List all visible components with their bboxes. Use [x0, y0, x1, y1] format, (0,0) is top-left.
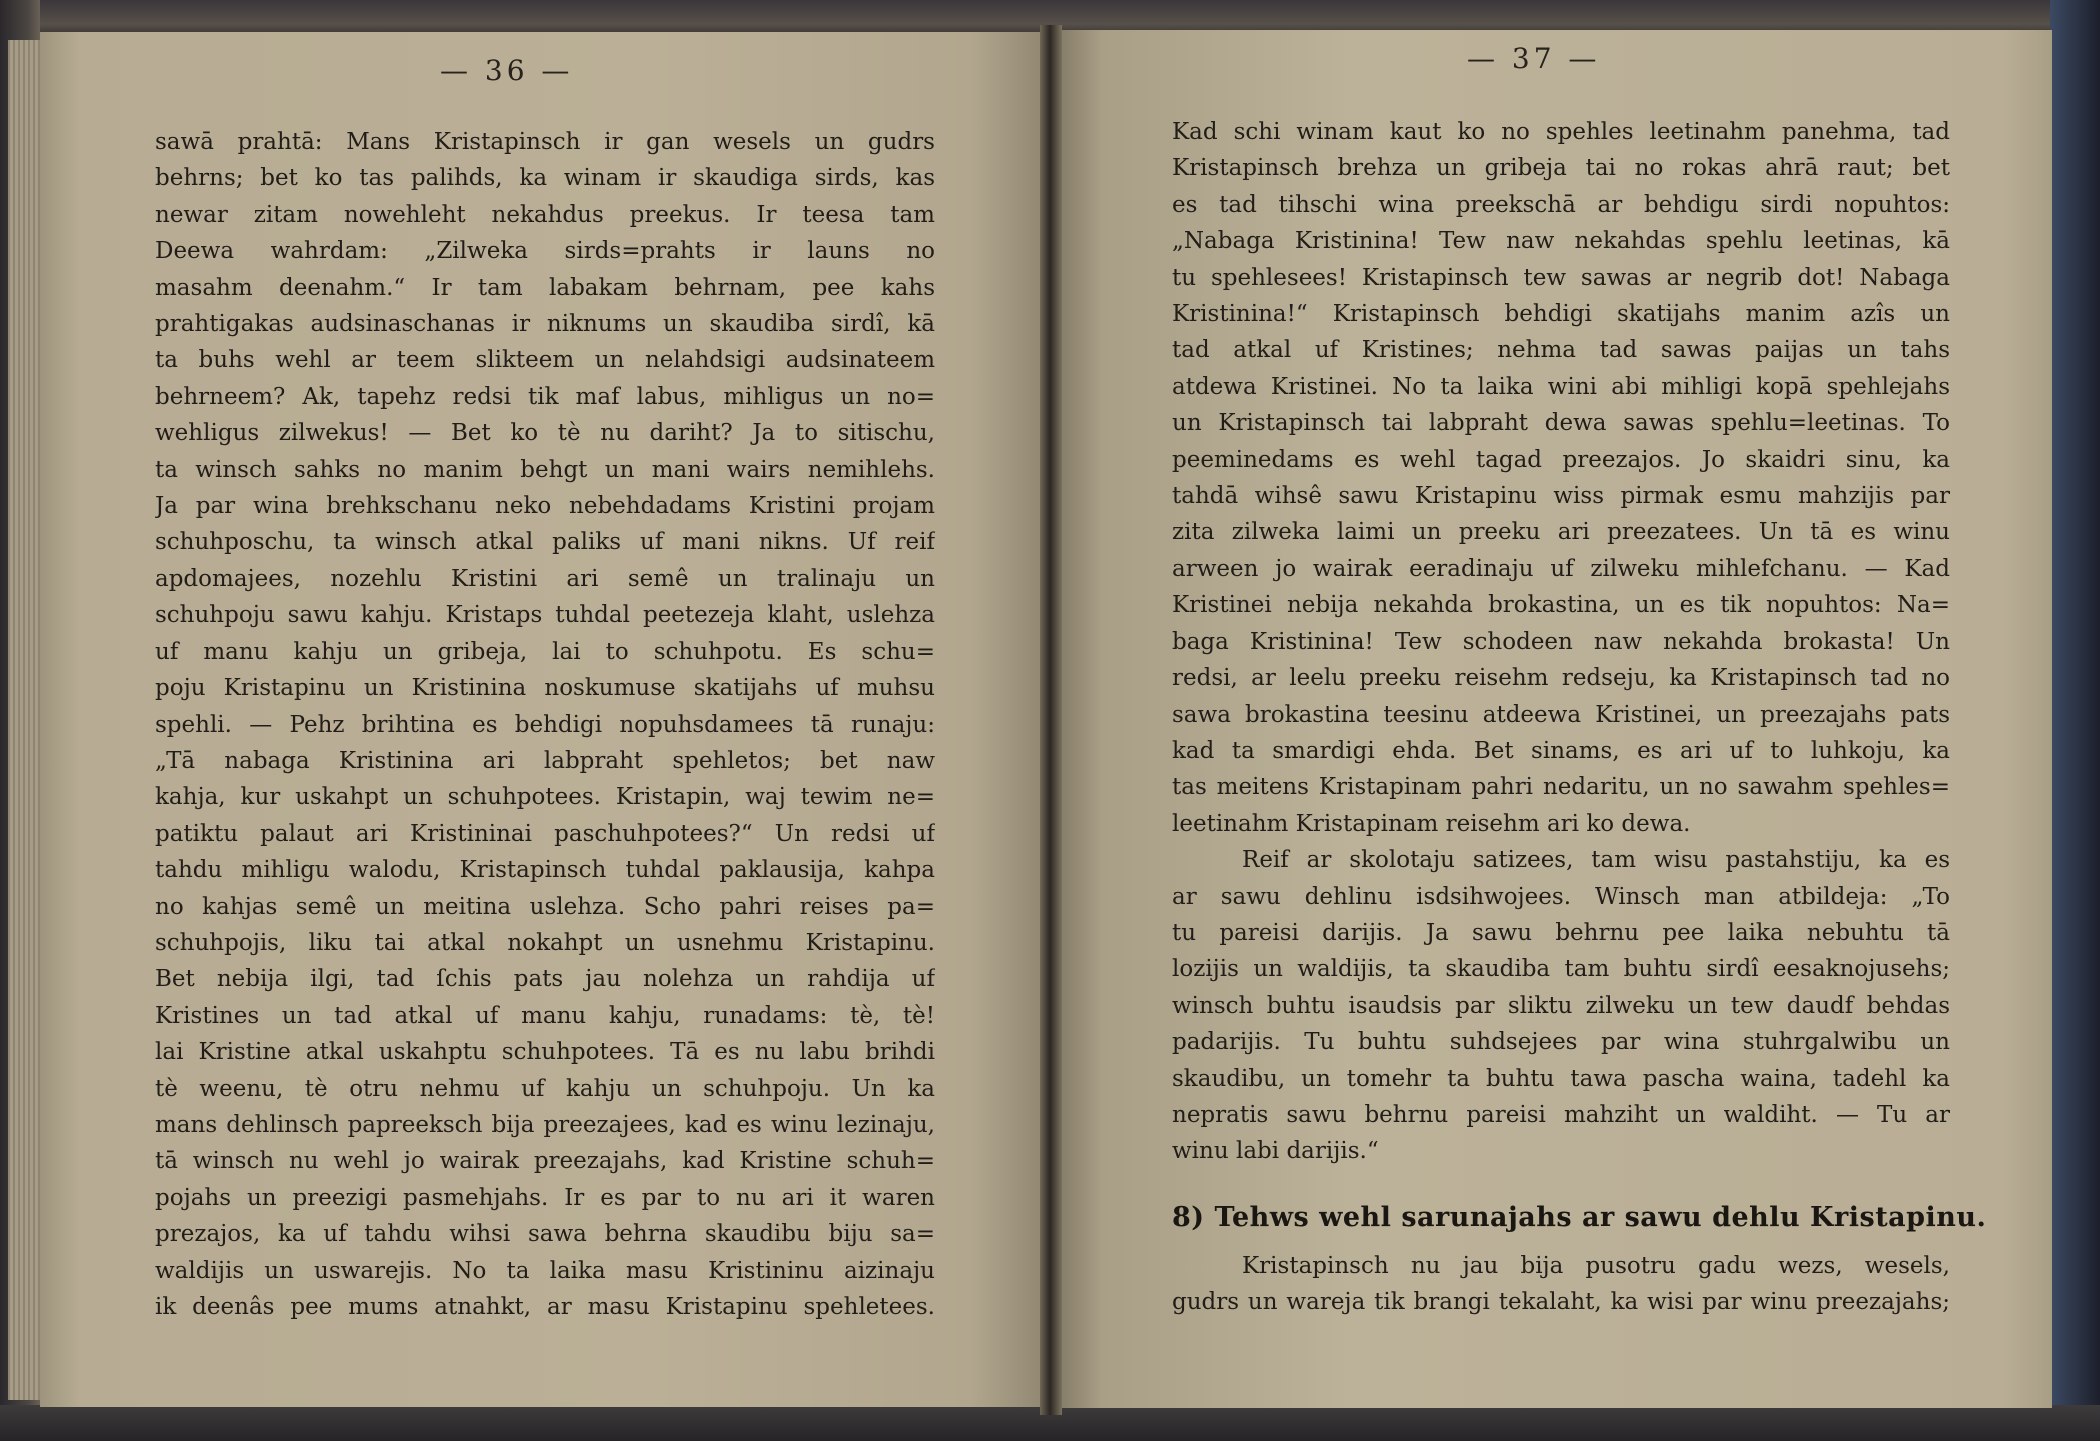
left-page-text	[155, 124, 935, 1325]
text-line: lozijis un waldijis, ta skaudiba tam buhtu sirdî eesaknojusehs;	[1172, 956, 1950, 983]
text-line: ik deenâs pee mums atnahkt, ar masu Kristapinu spehletees.	[155, 1294, 935, 1320]
text-line: Kristapinsch nu jau bija pusotru gadu wezs, wesels,	[1242, 1253, 1950, 1279]
text-line: Bet nebija ilgi, tad ſchis pats jau nolehza un rahdija uf	[155, 966, 935, 993]
right-page-number: — 37 —	[1467, 42, 1601, 75]
text-line: nepratis sawu behrnu pareisi mahziht un waldiht. — Tu ar	[1172, 1101, 1950, 1128]
text-line: lai Kristine atkal uskahptu schuhpotees. Tā es nu labu brihdi	[155, 1039, 935, 1066]
text-line: Kristinei nebija nekahda brokastina, un es tik nopuhtos: Na=	[1172, 592, 1950, 619]
text-line: wehligus zilwekus! — Bet ko tè nu dariht? Ja to sitischu,	[155, 420, 935, 447]
text-line: masahm deenahm.“ Ir tam labakam behrnam, pee kahs	[155, 274, 935, 301]
section-text	[1172, 1248, 1950, 1321]
text-line: redsi, ar leelu preeku reisehm redseju, ka Kristapinsch tad no	[1172, 665, 1950, 692]
text-line: skaudibu, un tomehr ta buhtu tawa pascha waina, tadehl ka	[1172, 1065, 1950, 1092]
text-line: spehli. — Pehz brihtina es behdigi nopuhsdamees tā runaju:	[155, 711, 935, 738]
text-line: tahdu mihligu walodu, Kristapinsch tuhdal paklausija, kahpa	[155, 857, 935, 884]
page-edges	[8, 40, 42, 1400]
text-line: kahja, kur uskahpt un schuhpotees. Kristapin, waj tewim ne=	[155, 784, 935, 811]
text-line: tahdā wihsê sawu Kristapinu wiss pirmak esmu mahzijis par	[1172, 483, 1950, 510]
text-line: schuhpoju sawu kahju. Kristaps tuhdal peetezeja klaht, uslehza	[155, 602, 935, 629]
text-line: newar zitam nowehleht nekahdus preekus. Ir teesa tam	[155, 201, 935, 228]
text-line: tā winsch nu wehl jo wairak preezajahs, kad Kristine schuh=	[155, 1148, 935, 1175]
text-line: sawā prahtā: Mans Kristapinsch ir gan wesels un gudrs	[155, 129, 935, 155]
text-line: winu labi darijis.“	[1172, 1138, 1379, 1165]
section-heading: 8) Tehws wehl sarunajahs ar sawu dehlu Kristapinu.	[1172, 1202, 1987, 1233]
text-line: pojahs un preezigi pasmehjahs. Ir es par to nu ari it waren	[155, 1184, 935, 1211]
text-line: „Nabaga Kristinina! Tew naw nekahdas spehlu leetinas, kā	[1172, 228, 1950, 255]
text-line: prezajos, ka uf tahdu wihsi sawa behrna skaudibu biju sa=	[155, 1221, 935, 1248]
text-line: baga Kristinina! Tew schodeen naw nekahda brokasta! Un	[1172, 628, 1950, 655]
text-line: Ja par wina brehkschanu neko nebehdadams Kristini projam	[155, 493, 935, 520]
text-line: Kristapinsch brehza un gribeja tai no rokas ahrā raut; bet	[1172, 155, 1950, 182]
right-page-text	[1172, 114, 1950, 1170]
text-line: poju Kristapinu un Kristinina noskumuse skatijahs uf muhsu	[155, 675, 935, 702]
text-line: Kristinina!“ Kristapinsch behdigi skatijahs manim azîs un	[1172, 301, 1950, 328]
text-line: waldijis un uswarejis. No ta laika masu Kristininu aizinaju	[155, 1257, 935, 1284]
text-line: peeminedams es wehl tagad preezajos. Jo skaidri sinu, ka	[1172, 446, 1950, 473]
text-line: arween jo wairak eeradinaju uf zilweku mihlefchanu. — Kad	[1172, 555, 1950, 582]
text-line: tu pareisi darijis. Ja sawu behrnu pee laika nebuhtu tā	[1172, 919, 1950, 946]
book-cover-right	[2050, 0, 2100, 1441]
text-line: padarijis. Tu buhtu suhdsejees par wina stuhrgalwibu un	[1172, 1029, 1950, 1056]
text-line: behrns; bet ko tas palihds, ka winam ir skaudiga sirds, kas	[155, 165, 935, 192]
text-line: mans dehlinsch papreeksch bija preezajees, kad es winu lezinaju,	[155, 1111, 935, 1138]
text-line: Deewa wahrdam: „Zilweka sirds=prahts ir launs no	[155, 238, 935, 265]
text-line: es tad tihschi wina preekschā ar behdigu sirdi nopuhtos:	[1172, 191, 1950, 218]
text-line: zita zilweka laimi un preeku ari preezatees. Un tā es winu	[1172, 519, 1950, 546]
text-line: tas meitens Kristapinam pahri nedaritu, un no sawahm spehles=	[1172, 774, 1950, 801]
text-line: patiktu palaut ari Kristininai paschuhpotees?“ Un redsi uf	[155, 820, 935, 847]
text-line: tu spehlesees! Kristapinsch tew sawas ar negrib dot! Nabaga	[1172, 264, 1950, 291]
text-line: behrneem? Ak, tapehz redsi tik maf labus, mihligus un no=	[155, 383, 935, 410]
text-line: prahtigakas audsinaschanas ir niknums un skaudiba sirdî, kā	[155, 311, 935, 338]
left-page-number: — 36 —	[440, 54, 574, 87]
text-line: tè weenu, tè otru nehmu uf kahju un schuhpoju. Un ka	[155, 1075, 935, 1102]
text-line: un Kristapinsch tai labpraht dewa sawas spehlu=leetinas. To	[1172, 410, 1950, 437]
text-line: Reif ar skolotaju satizees, tam wisu pastahstiju, ka es	[1242, 847, 1950, 874]
text-line: leetinahm Kristapinam reisehm ari ko dewa.	[1172, 810, 1691, 837]
text-line: Kad schi winam kaut ko no spehles leetinahm panehma, tad	[1172, 119, 1950, 145]
text-line: atdewa Kristinei. No ta laika wini abi mihligi kopā spehlejahs	[1172, 373, 1950, 400]
text-line: uf manu kahju un gribeja, lai to schuhpotu. Es schu=	[155, 638, 935, 665]
text-line: winsch buhtu isaudsis par sliktu zilweku un tew daudf behdas	[1172, 992, 1950, 1019]
text-line: ta buhs wehl ar teem slikteem un nelahdsigi audsinateem	[155, 347, 935, 374]
text-line: sawa brokastina teesinu atdeewa Kristinei, un preezajahs pats	[1172, 701, 1950, 728]
text-line: no kahjas semê un meitina uslehza. Scho pahri reises pa=	[155, 893, 935, 920]
text-line: Kristines un tad atkal uf manu kahju, runadams: tè, tè!	[155, 1002, 935, 1029]
book-gutter	[1040, 25, 1062, 1415]
text-line: schuhposchu, ta winsch atkal paliks uf mani nikns. Uf reif	[155, 529, 935, 556]
text-line: ta winsch sahks no manim behgt un mani wairs nemihlehs.	[155, 456, 935, 483]
text-line: schuhpojis, liku tai atkal nokahpt un usnehmu Kristapinu.	[155, 929, 935, 956]
text-line: gudrs un wareja tik brangi tekalaht, ka wisi par winu preezajahs;	[1172, 1289, 1950, 1316]
text-line: kad ta smardigi ehda. Bet sinams, es ari uf to luhkoju, ka	[1172, 737, 1950, 764]
text-line: apdomajees, nozehlu Kristini ari semê un tralinaju un	[155, 565, 935, 592]
text-line: „Tā nabaga Kristinina ari labpraht spehletos; bet naw	[155, 747, 935, 774]
text-line: tad atkal uf Kristines; nehma tad sawas paijas un tahs	[1172, 337, 1950, 364]
text-line: ar sawu dehlinu isdsihwojees. Winsch man atbildeja: „To	[1172, 883, 1950, 910]
